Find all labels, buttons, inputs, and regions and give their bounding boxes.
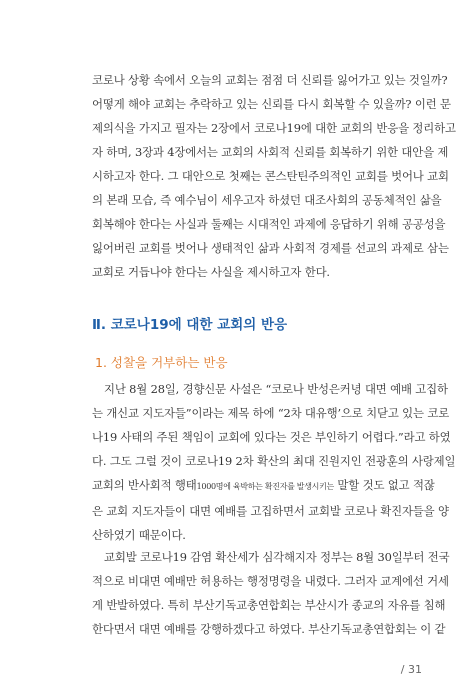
text-line: 다. 그도 그럴 것이 코로나19 2차 확산의 최대 진원지인 전광훈의 사랑제일: [92, 454, 456, 468]
text-line: 산하였기 때문이다.: [92, 528, 186, 542]
text-line: 회복해야 한다는 사실과 둘째는 시대적인 과제에 응답하기 위해 공공성을: [92, 217, 446, 231]
section-heading: Ⅱ. 코로나19에 대한 교회의 반응: [92, 317, 288, 333]
page-number: / 31: [400, 663, 422, 676]
text-line: 나19 사태의 주된 책임이 교회에 있다는 것은 부인하기 어렵다.”라고 하였: [92, 430, 451, 444]
body-paragraph-2: [92, 545, 450, 641]
text-line: 교회로 거듭나야 한다는 사실을 제시하고자 한다.: [92, 265, 330, 279]
subsection-heading: 1. 성찰을 거부하는 반응: [95, 355, 228, 370]
text-line: 게 반발하였다. 특히 부산기독교총연합회는 부산시가 종교의 자유를 침해: [92, 598, 446, 612]
body-paragraph-1: [92, 377, 456, 547]
text-line: 한다면서 대면 예배를 강행하겠다고 하였다. 부산기독교총연합회는 이 같: [92, 622, 446, 636]
text-line: 어떻게 해야 교회는 추락하고 있는 신뢰를 다시 회복할 수 있을까? 이런 문: [92, 97, 451, 111]
intro-paragraph: [92, 68, 456, 284]
text-segment: 말할 것도 없고 적잖: [337, 478, 435, 492]
text-line: 지난 8월 28일, 경향신문 사설은 “코로나 반성은커녕 대면 예배 고집하: [104, 382, 448, 396]
text-line: 코로나 상황 속에서 오늘의 교회는 점점 더 신뢰를 잃어가고 있는 것일까?: [92, 73, 448, 87]
text-line: 는 개신교 지도자들”이라는 제목 하에 “2차 대유행’으로 치닫고 있는 코로: [92, 406, 450, 420]
text-line: 제의식을 가지고 필자는 2장에서 코로나19에 대한 교회의 반응을 정리하고: [92, 121, 456, 135]
text-line: 적으로 비대면 예배만 허용하는 행정명령을 내렸다. 그러자 교계에선 거세: [92, 574, 449, 588]
text-line: 교회발 코로나19 감염 확산세가 심각해지자 정부는 8월 30일부터 전국: [104, 550, 450, 564]
text-line: 시하고자 한다. 그 대안으로 첫째는 콘스탄틴주의적인 교회를 벗어나 교회: [92, 169, 449, 183]
text-line: 의 본래 모습, 즉 예수님이 세우고자 하셨던 대조사회의 공동체적인 삶을: [92, 193, 442, 207]
text-line: 자 하며, 3장과 4장에서는 교회의 사회적 신뢰를 회복하기 위한 대안을 제: [92, 145, 449, 159]
text-line: 잃어버린 교회를 벗어나 생태적인 삶과 사회적 경제를 선교의 과제로 삼는: [92, 241, 449, 255]
text-segment: 교회의 반사회적 행태: [92, 478, 197, 492]
text-line-with-note: [92, 473, 435, 499]
inline-note: 1000명에 육박하는 확진자를 발생시키는: [196, 482, 334, 491]
text-line: 은 교회 지도자들이 대면 예배를 고집하면서 교회발 코로나 확진자들을 양: [92, 504, 449, 518]
